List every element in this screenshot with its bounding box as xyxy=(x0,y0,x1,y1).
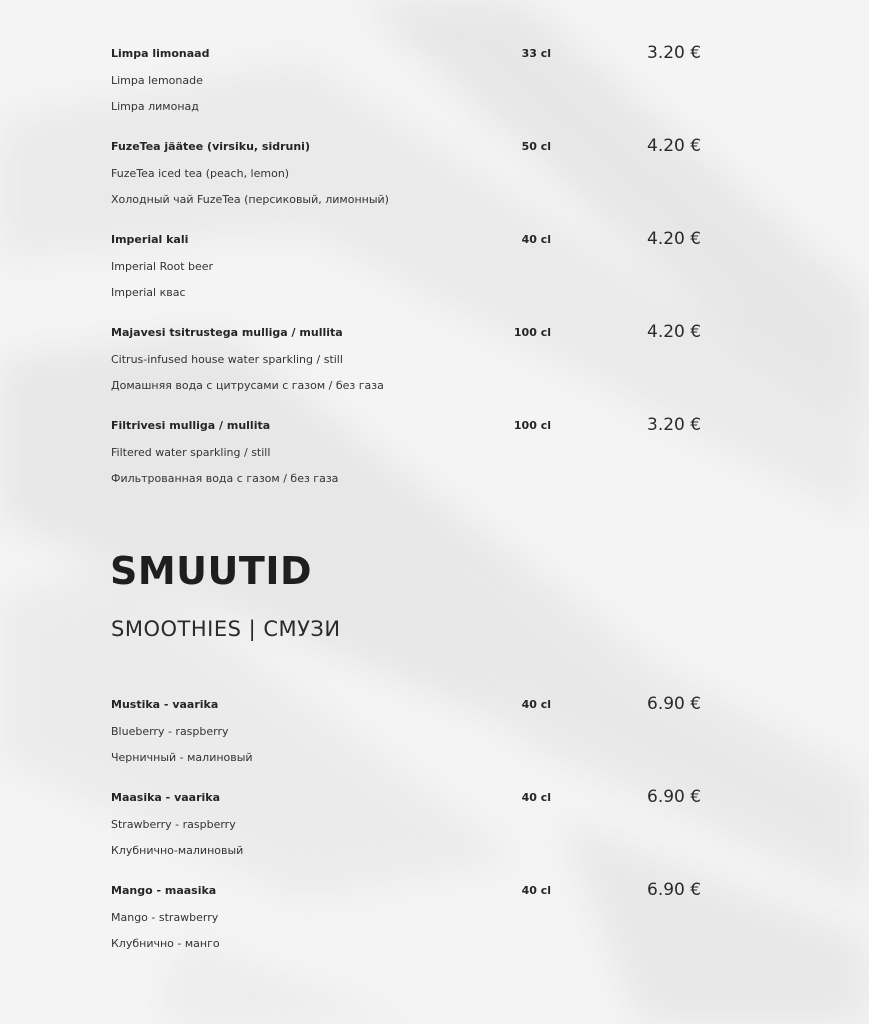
item-name-estonian: Filtrivesi mulliga / mullita xyxy=(111,419,271,432)
item-volume: 40 cl xyxy=(521,698,551,711)
item-price: 3.20 € xyxy=(647,415,702,435)
menu-item xyxy=(111,694,751,778)
item-volume: 33 cl xyxy=(521,47,551,60)
item-name-english: Blueberry - raspberry xyxy=(111,725,229,738)
item-price: 6.90 € xyxy=(647,694,702,714)
item-name-russian: Клубнично-малиновый xyxy=(111,844,244,857)
item-name-russian: Холодный чай FuzeTea (персиковый, лимонный) xyxy=(111,193,389,206)
item-price: 6.90 € xyxy=(647,880,702,900)
item-name-estonian: Imperial kali xyxy=(111,233,189,246)
menu-item xyxy=(111,43,751,127)
item-name-estonian: Mango - maasika xyxy=(111,884,217,897)
item-name-english: Filtered water sparkling / still xyxy=(111,446,271,459)
item-price: 4.20 € xyxy=(647,322,702,342)
item-name-russian: Клубнично - манго xyxy=(111,937,220,950)
menu-item xyxy=(111,787,751,871)
section-subtitle: SMOOTHIES | СМУЗИ xyxy=(111,617,341,641)
item-name-russian: Домашняя вода с цитрусами с газом / без газа xyxy=(111,379,384,392)
item-volume: 100 cl xyxy=(513,326,551,339)
item-volume: 40 cl xyxy=(521,791,551,804)
item-name-english: Strawberry - raspberry xyxy=(111,818,236,831)
item-volume: 40 cl xyxy=(521,233,551,246)
item-price: 4.20 € xyxy=(647,136,702,156)
section-title: SMUUTID xyxy=(110,549,312,593)
item-name-estonian: Majavesi tsitrustega mulliga / mullita xyxy=(111,326,343,339)
item-name-english: FuzeTea iced tea (peach, lemon) xyxy=(111,167,290,180)
item-name-estonian: FuzeTea jäätee (virsiku, sidruni) xyxy=(111,140,310,153)
item-name-russian: Черничный - малиновый xyxy=(111,751,253,764)
item-name-estonian: Mustika - vaarika xyxy=(111,698,219,711)
item-name-russian: Limpa лимонад xyxy=(111,100,199,113)
item-name-english: Limpa lemonade xyxy=(111,74,203,87)
item-name-english: Citrus-infused house water sparkling / still xyxy=(111,353,343,366)
menu-item xyxy=(111,415,751,499)
item-price: 6.90 € xyxy=(647,787,702,807)
item-price: 4.20 € xyxy=(647,229,702,249)
item-price: 3.20 € xyxy=(647,43,702,63)
item-name-estonian: Maasika - vaarika xyxy=(111,791,221,804)
item-name-russian: Imperial квас xyxy=(111,286,186,299)
menu-item xyxy=(111,229,751,313)
item-name-english: Mango - strawberry xyxy=(111,911,219,924)
menu-item xyxy=(111,322,751,406)
menu-item xyxy=(111,880,751,964)
item-name-russian: Фильтрованная вода с газом / без газа xyxy=(111,472,339,485)
item-volume: 40 cl xyxy=(521,884,551,897)
item-volume: 100 cl xyxy=(513,419,551,432)
item-name-english: Imperial Root beer xyxy=(111,260,214,273)
menu-item xyxy=(111,136,751,220)
item-name-estonian: Limpa limonaad xyxy=(111,47,210,60)
item-volume: 50 cl xyxy=(521,140,551,153)
